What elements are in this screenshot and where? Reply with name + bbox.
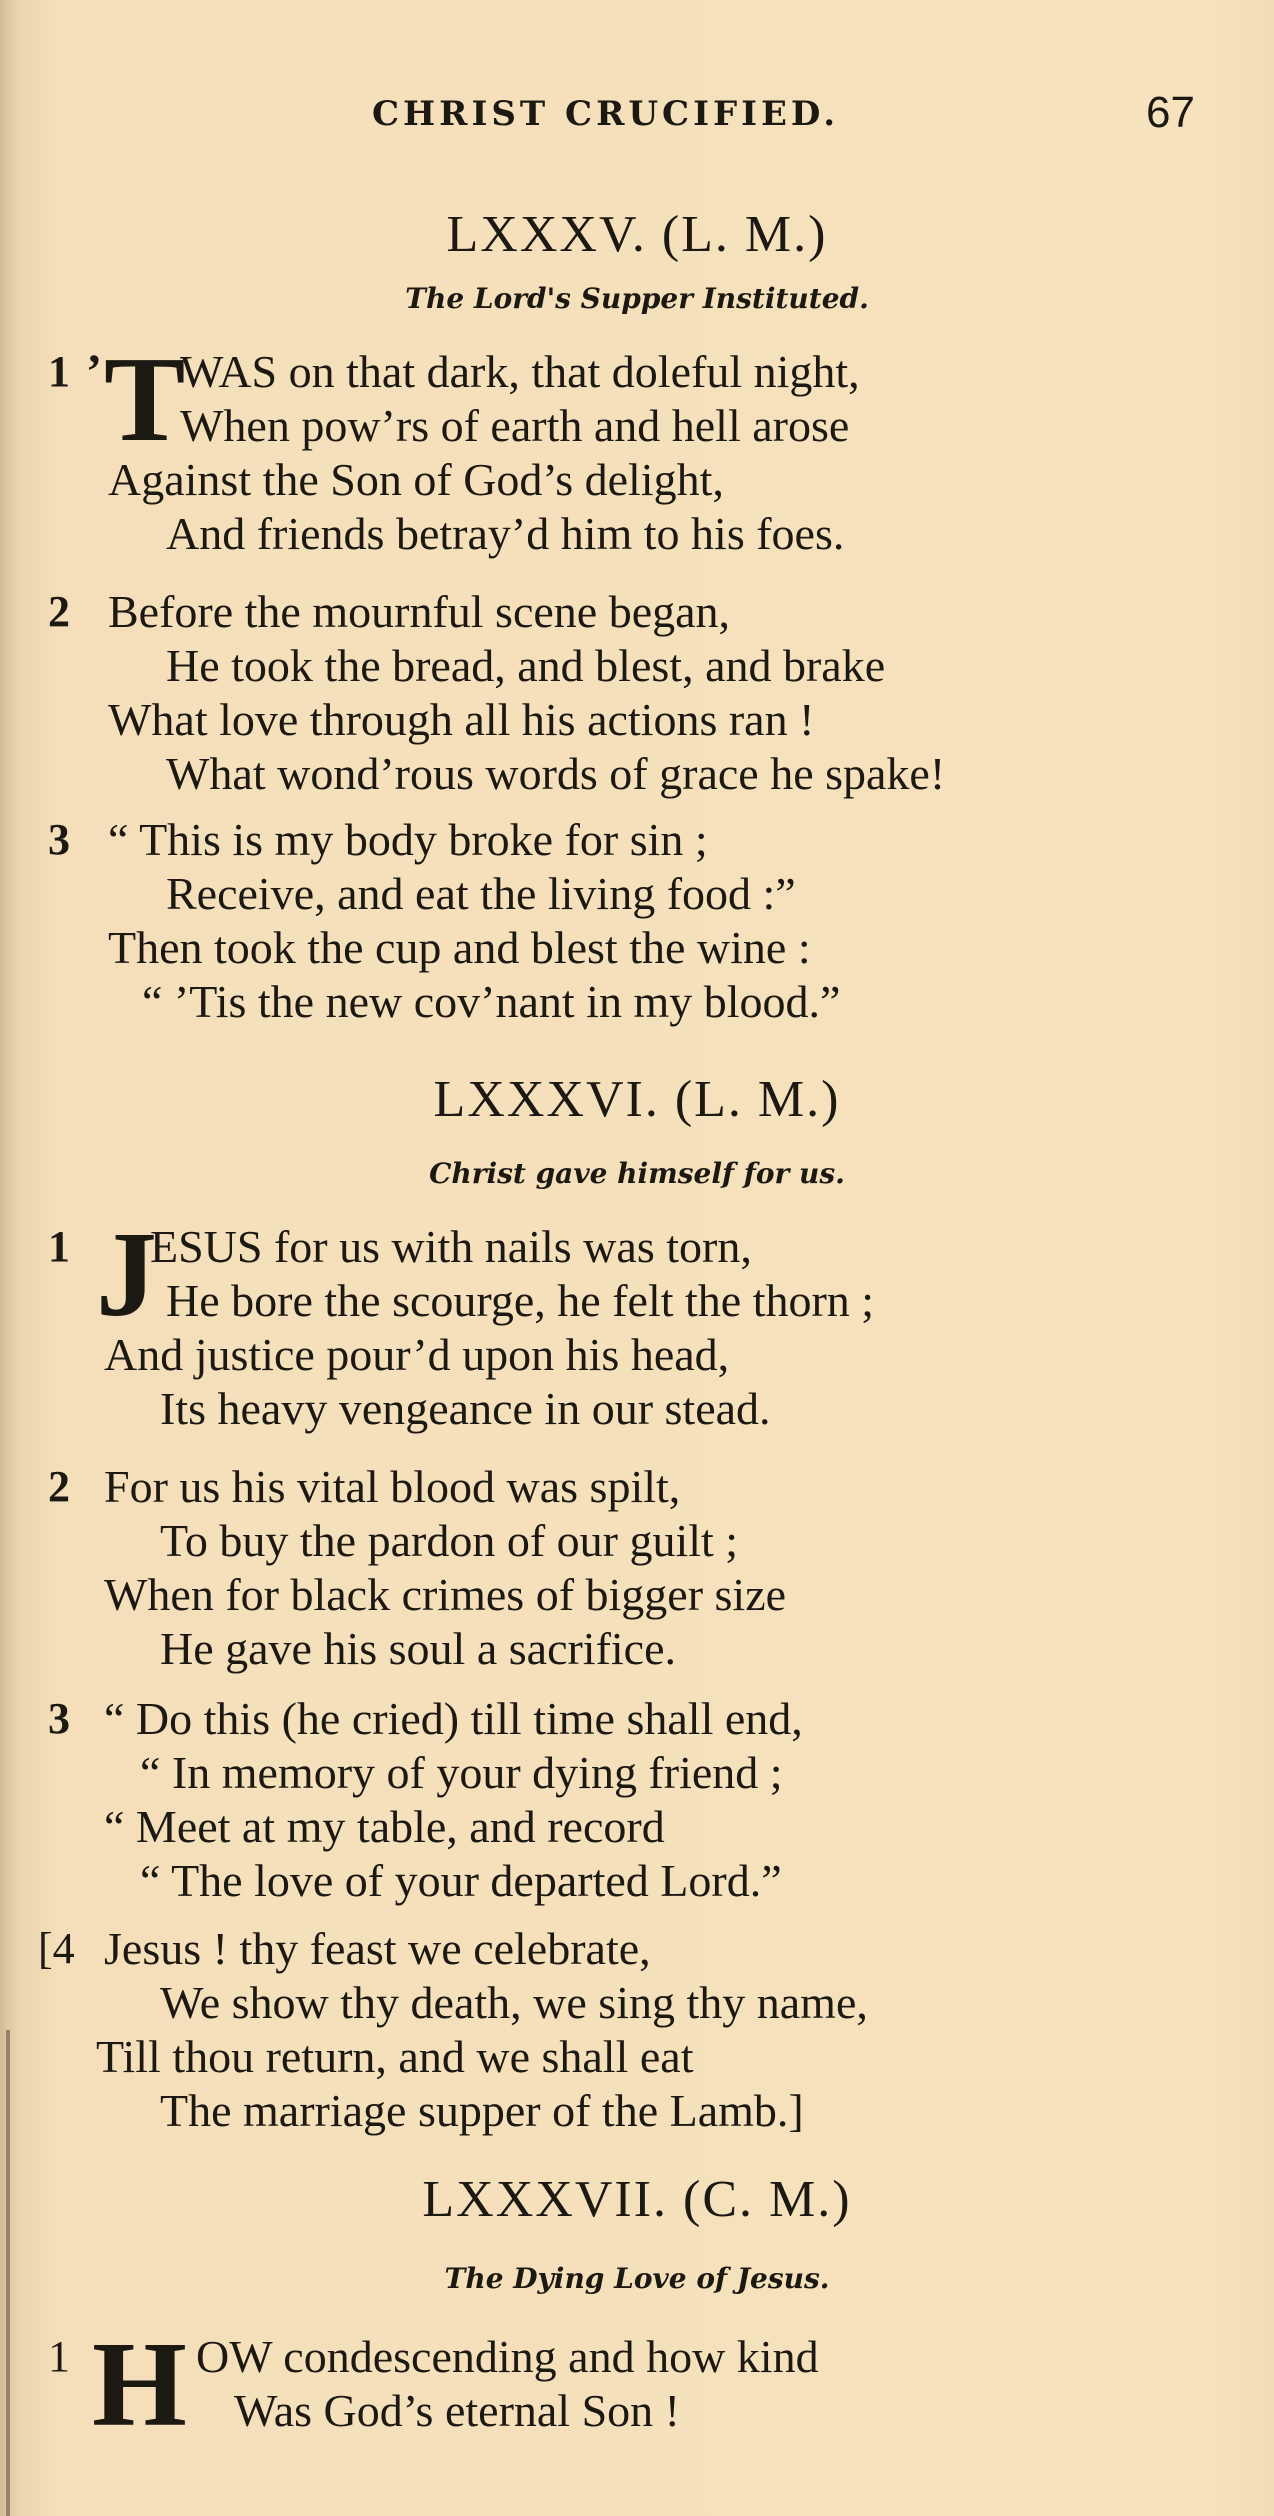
verse-line: WAS on that dark, that doleful night, (180, 346, 860, 397)
verse-line: For us his vital blood was spilt, (104, 1461, 681, 1512)
verse-line: “ Meet at my table, and record (104, 1801, 665, 1852)
stanza-number: 1 (48, 347, 70, 396)
verse-line: Then took the cup and blest the wine : (108, 922, 811, 973)
verse-line: “ Do this (he cried) till time shall end, (104, 1693, 803, 1744)
verse-line: To buy the pardon of our guilt ; (160, 1515, 739, 1566)
verse-line: The marriage supper of the Lamb.] (160, 2085, 804, 2136)
verse-line: Its heavy vengeance in our stead. (160, 1383, 771, 1434)
verse-line: Before the mournful scene began, (108, 586, 731, 637)
drop-cap: T (104, 332, 186, 467)
page-number: 67 (1146, 88, 1195, 137)
drop-cap: H (92, 2317, 187, 2452)
hymn-subtitle: Christ gave himself for us. (429, 1157, 845, 1190)
stanza-number: 2 (48, 1462, 70, 1511)
verse-line: What love through all his actions ran ! (108, 694, 815, 745)
verse-line: Was God’s eternal Son ! (234, 2385, 680, 2436)
verse-line: When for black crimes of bigger size (104, 1569, 787, 1620)
verse-line: “ In memory of your dying friend ; (140, 1747, 783, 1798)
page-header (0, 88, 1274, 138)
verse-line: He gave his soul a sacrifice. (160, 1623, 677, 1674)
verse-line: OW condescending and how kind (196, 2331, 819, 2382)
verse-line: What wond’rous words of grace he spake! (166, 748, 946, 799)
stanza-number: 3 (48, 1694, 70, 1743)
verse-line: ESUS for us with nails was torn, (150, 1221, 752, 1272)
verse-line: “ This is my body broke for sin ; (108, 814, 708, 865)
verse-line: When pow’rs of earth and hell arose (180, 400, 850, 451)
hymn-subtitle: The Lord's Supper Instituted. (405, 282, 869, 315)
verse-line: And justice pour’d upon his head, (104, 1329, 730, 1380)
stanza-number: 1 (48, 2332, 70, 2381)
verse-line: He took the bread, and blest, and brake (166, 640, 886, 691)
apostrophe-mark: ’ (86, 345, 102, 398)
verse-line: “ The love of your departed Lord.” (140, 1855, 782, 1906)
drop-cap: J (96, 1207, 157, 1342)
stanza-number: 2 (48, 587, 70, 636)
hymn-subtitle: The Dying Love of Jesus. (444, 2262, 830, 2295)
hymn-title: LXXXVII. (C. M.) (422, 2171, 852, 2228)
verse-line: Against the Son of God’s delight, (108, 454, 724, 505)
verse-line: “ ’Tis the new cov’nant in my blood.” (142, 976, 841, 1027)
stanza-number: 3 (48, 815, 70, 864)
verse-line: He bore the scourge, he felt the thorn ; (166, 1275, 875, 1326)
stanza-number: [4 (38, 1924, 75, 1973)
stanza-number: 1 (48, 1222, 70, 1271)
verse-line: And friends betray’d him to his foes. (166, 508, 845, 559)
hymn-title: LXXXVI. (L. M.) (433, 1071, 841, 1128)
verse-line: Receive, and eat the living food :” (166, 868, 796, 919)
running-head: CHRIST CRUCIFIED. (372, 94, 840, 134)
verse-line: Till thou return, and we shall eat (96, 2031, 694, 2082)
verse-line: We show thy death, we sing thy name, (160, 1977, 868, 2028)
verse-line: Jesus ! thy feast we celebrate, (104, 1923, 651, 1974)
hymn-title: LXXXV. (L. M.) (446, 206, 828, 263)
